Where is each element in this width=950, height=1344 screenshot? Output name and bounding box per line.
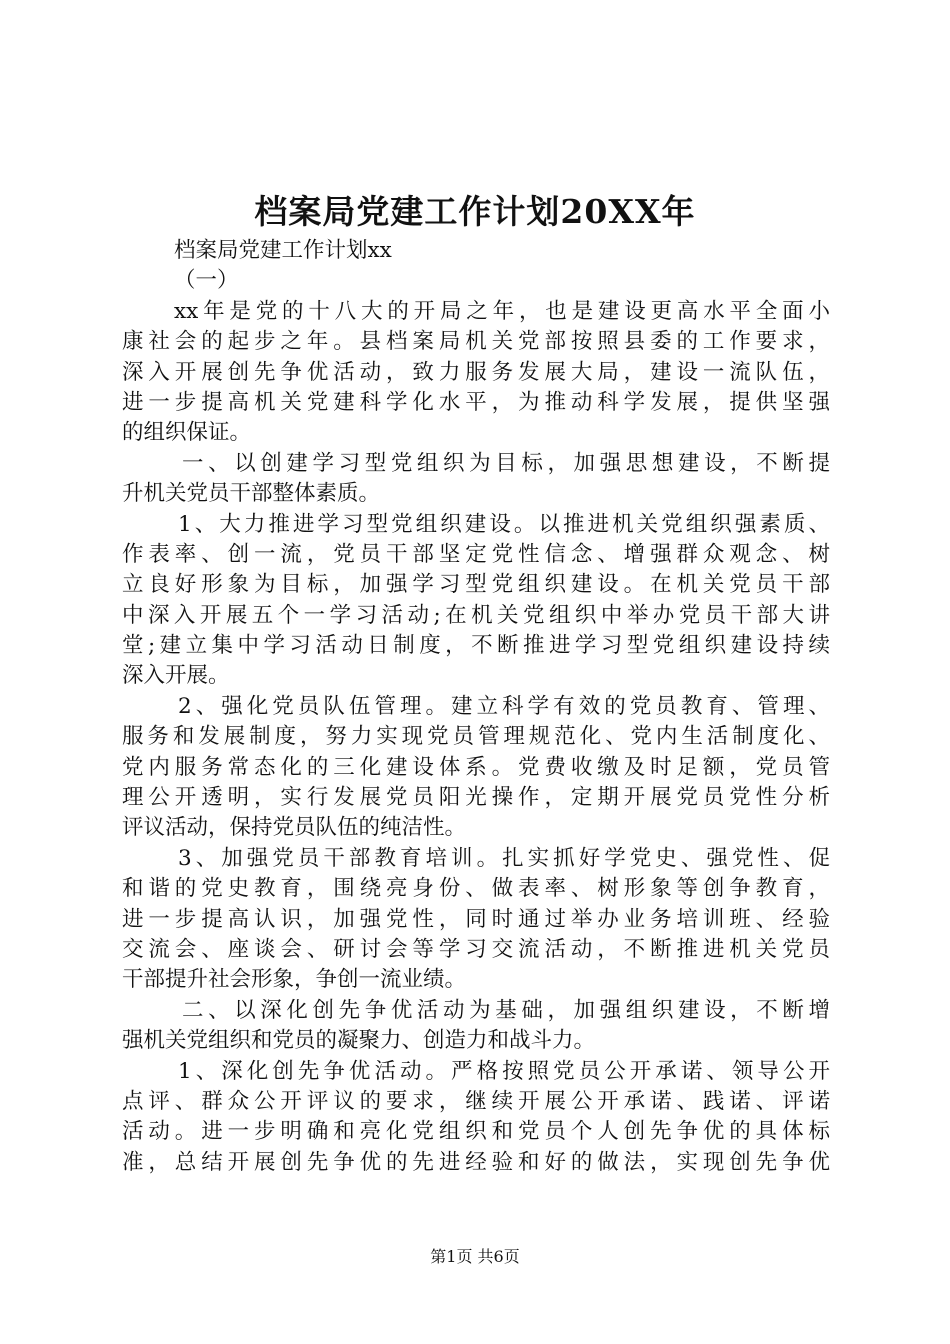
body-text-line: 一、以创建学习型党组织为目标，加强思想建设，不断提 xyxy=(182,450,830,476)
body-text-line: 活动。进一步明确和亮化党组织和党员个人创先争优的具体标 xyxy=(122,1119,830,1145)
body-text-line: 2、强化党员队伍管理。建立科学有效的党员教育、管理、 xyxy=(178,693,830,719)
body-text-line: 作表率、创一流，党员干部坚定党性信念、增强群众观念、树 xyxy=(122,541,830,567)
body-text-line: 和谐的党史教育，围绕亮身份、做表率、树形象等创争教育， xyxy=(122,876,830,902)
body-text-line: 深入开展创先争优活动，致力服务发展大局，建设一流队伍， xyxy=(122,359,830,385)
body-text-line: 康社会的起步之年。县档案局机关党部按照县委的工作要求， xyxy=(122,329,830,355)
document-title: 档案局党建工作计划20XX年 xyxy=(254,192,696,231)
body-text-line: 二、以深化创先争优活动为基础，加强组织建设，不断增 xyxy=(182,997,830,1023)
body-text-line: 1、大力推进学习型党组织建设。以推进机关党组织强素质、 xyxy=(178,511,830,537)
body-text-line: 堂;建立集中学习活动日制度，不断推进学习型党组织建设持续 xyxy=(122,633,830,659)
body-text-line: 点评、群众公开评议的要求，继续开展公开承诺、践诺、评诺 xyxy=(122,1088,830,1114)
body-text-line: 的组织保证。 xyxy=(122,420,252,446)
body-text-line: 升机关党员干部整体素质。 xyxy=(122,481,381,507)
document-body xyxy=(122,236,830,1178)
body-text-line: 进一步提高认识，加强党性，同时通过举办业务培训班、经验 xyxy=(122,906,830,932)
document-subtitle: 档案局党建工作计划xx xyxy=(174,238,392,263)
body-text-line: 党内服务常态化的三化建设体系。党费收缴及时足额，党员管 xyxy=(122,754,830,780)
body-text-line: xx年是党的十八大的开局之年，也是建设更高水平全面小 xyxy=(174,298,830,324)
section-mark: （一） xyxy=(174,268,239,294)
body-text-line: 理公开透明，实行发展党员阳光操作，定期开展党员党性分析 xyxy=(122,785,830,811)
body-text-line: 立良好形象为目标，加强学习型党组织建设。在机关党员干部 xyxy=(122,572,830,598)
body-text-line: 准，总结开展创先争优的先进经验和好的做法，实现创先争优 xyxy=(122,1149,830,1175)
body-text-line: 深入开展。 xyxy=(122,663,230,689)
body-text-line: 干部提升社会形象，争创一流业绩。 xyxy=(122,967,467,993)
body-text-line: 1、深化创先争优活动。严格按照党员公开承诺、领导公开 xyxy=(178,1058,830,1084)
body-text-line: 服务和发展制度，努力实现党员管理规范化、党内生活制度化、 xyxy=(122,724,830,750)
body-text-line: 交流会、座谈会、研讨会等学习交流活动，不断推进机关党员 xyxy=(122,936,830,962)
page-footer: 第1页 共6页 xyxy=(430,1247,520,1266)
body-text-line: 3、加强党员干部教育培训。扎实抓好学党史、强党性、促 xyxy=(178,845,830,871)
body-text-line: 进一步提高机关党建科学化水平，为推动科学发展，提供坚强 xyxy=(122,389,830,415)
body-text-line: 评议活动，保持党员队伍的纯洁性。 xyxy=(122,815,467,841)
body-text-line: 强机关党组织和党员的凝聚力、创造力和战斗力。 xyxy=(122,1028,596,1054)
body-text-line: 中深入开展五个一学习活动;在机关党组织中举办党员干部大讲 xyxy=(122,602,830,628)
